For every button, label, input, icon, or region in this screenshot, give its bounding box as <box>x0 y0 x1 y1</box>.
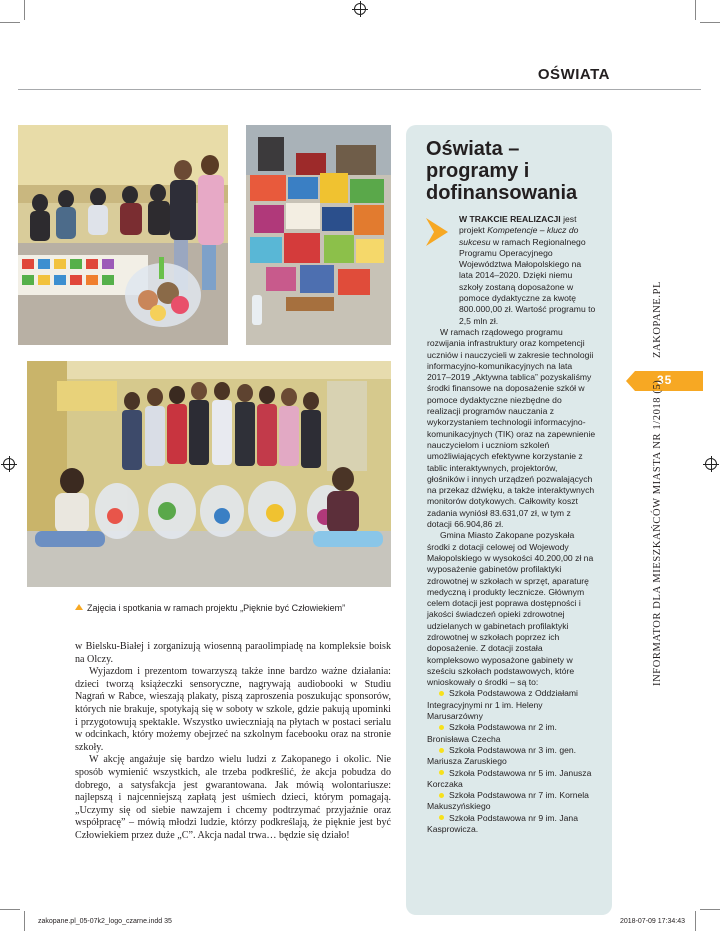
school-name: Szkoła Podstawowa nr 5 im. Janusza Korczaka <box>427 767 592 789</box>
crop-mark <box>24 911 25 931</box>
print-timestamp: 2018-07-09 17:34:43 <box>620 918 685 925</box>
page-number: 35 <box>657 373 673 387</box>
school-name: Szkoła Podstawowa nr 9 im. Jana Kasprowicza. <box>427 812 578 835</box>
school-name: Szkoła Podstawowa nr 7 im. Kornela Makuszyńskiego <box>427 790 589 812</box>
sidebar-paragraph: Gmina Miasto Zakopane pozyskała środki z dotacji celowej od Wojewody Małopolskiego w wysokości 40.200,00 zł na wyposażenie gabinetów profilaktyki zdrowotnej w szkołach w sprzęt, aparaturę medyczną i produkty lecznicze. Głównym celem dotacji jest poprawa dostępności i jakości świadczeń opieki zdrowotnej udzielanych w gabinetach profilaktyki zdrowotnej w szkołach poprzez ich doposażenie. Z dotacji została kompleksowo wyposażone gabinety w sześciu szkołach podstawowych, które wnioskowały o środki – są to: <box>427 530 594 688</box>
sidebar-title: Oświata – programy i dofinansowania <box>426 138 578 204</box>
school-list-item <box>427 688 597 722</box>
caption-triangle-icon <box>75 604 83 610</box>
photo-group-corridor <box>27 361 391 587</box>
registration-mark-icon <box>3 458 15 470</box>
crop-mark <box>0 909 20 910</box>
registration-mark-icon <box>354 3 366 15</box>
crop-mark <box>0 22 20 23</box>
site-name-vertical: ZAKOPANE.PL <box>652 280 663 358</box>
article-paragraph: w Bielsku-Białej i zorganizują wiosenną paraolimpiadę na kompleksie boisk na Olczy. <box>75 641 391 665</box>
page-number-tab <box>635 371 703 391</box>
school-list-item <box>427 790 597 813</box>
sidebar-paragraph: W ramach rządowego programu rozwijania infrastruktury oraz kompetencji uczniów i nauczycieli w zakresie technologii informacyjno-komunikacyjnych na lata 2017–2019 „Aktywna tablica” pozyskaliśmy środki finansowe na doposażenie szkół w pomoce dydaktyczne niezbędne do realizacji programów nauczania z wykorzystaniem technologii informacyjno-komunikacyjnych (TIK) oraz na zapewnienie nauczycielom i uczniom szkoleń umożliwiających efektywne korzystanie z tablic interaktywnych, projektorów, głośników i innych urządzeń pozwalających na przekaz dźwięku, a także interaktywnych monitorów dotykowych. Całkowity koszt zadania wyniósł 83.631,07 zł, w tym z dotacji 66.904,86 zł. <box>427 326 596 530</box>
article-body <box>75 641 391 843</box>
photo-children-gifts <box>18 125 228 345</box>
photo-toy-donations <box>246 125 391 345</box>
bullet-icon <box>439 725 444 730</box>
sidebar-lead-pre: jest projekt <box>459 214 577 236</box>
bullet-icon <box>439 815 444 820</box>
school-name: Szkoła Podstawowa nr 2 im. Bronisława Czecha <box>427 722 557 744</box>
magazine-title-vertical: INFORMATOR DLA MIESZKAŃCÓW MIASTA NR 1/2018 (5) <box>652 379 663 686</box>
article-paragraph: Wyjazdom i prezentom towarzyszą także inne bardzo ważne działania: dzieci tworzą książeczki sensoryczne, nagrywają audiobooki w Studiu Nagrań w Rabce, wieszają plakaty, piszą zaproszenia poszukując sponsorów, których nie brakuje, spotykają się w soboty w szkole, gdzie pakują upominki i przygotowują spektakle. Wszystko uwieczniają na płytach w postaci serialu w odcinkach, który możemy obejrzeć na szkolnym facebooku oraz na stronie szkoły. <box>75 666 391 753</box>
sidebar-lead-bold: W TRAKCIE REALIZACJI <box>459 214 561 224</box>
file-slug: zakopane.pl_05-07k2_logo_czarne.indd 35 <box>38 918 172 925</box>
school-list-item <box>427 813 597 836</box>
sidebar-lead-italic: Kompetencje – klucz do sukcesu <box>459 225 579 247</box>
sidebar-lead-rest: w ramach Regionalnego Programu Operacyjnego Województwa Małopolskiego na lata 2014–2020. Dzięki niemu szkoły zostaną doposażone w pomoce dydaktyczne za kwotę 800.000,00 zł. Wartość programu to 2,5 mln zł. <box>459 236 596 326</box>
sidebar-lead <box>427 214 597 327</box>
photo-caption <box>75 603 345 613</box>
caption-text: Zajęcia i spotkania w ramach projektu „Pięknie być Człowiekiem” <box>87 603 346 613</box>
school-name: Szkoła Podstawowa nr 3 im. gen. Mariusza Zaruskiego <box>427 744 577 767</box>
bullet-icon <box>439 770 444 775</box>
bullet-icon <box>439 793 444 798</box>
sidebar-text <box>427 214 597 835</box>
crop-mark <box>24 0 25 20</box>
crop-mark <box>695 0 696 20</box>
school-name: Szkoła Podstawowa z Oddziałami Integracyjnymi nr 1 im. Heleny Marusarzówny <box>427 688 578 722</box>
school-list-item <box>427 768 597 791</box>
header-rule <box>18 89 701 90</box>
article-paragraph: W akcję angażuje się bardzo wielu ludzi z Zakopanego i okolic. Nie sposób wymienić wszystkich, ale trzeba podkreślić, że akcja pobudza do dobrego, a satysfakcja jest gwarantowana. Jak mówią wolontariusze: najlepszą i najcenniejszą zapłatą jest uśmiech dzieci, którym pomagają. „Uczymy się od siebie nawzajem i chcemy podtrzymać przyjaźnie oraz współpracę” – mówią młodzi ludzie, którzy podkreślają, że pięknie jest być Człowiekiem przez duże „C”. Akcja nadal trwa… będzie się działo! <box>75 754 391 841</box>
registration-mark-icon <box>705 458 717 470</box>
section-title: OŚWIATA <box>537 66 610 83</box>
school-list-item <box>427 745 597 768</box>
crop-mark <box>700 22 720 23</box>
crop-mark <box>700 909 720 910</box>
bullet-icon <box>439 691 444 696</box>
school-list-item <box>427 722 597 745</box>
bullet-icon <box>439 748 444 753</box>
crop-mark <box>695 911 696 931</box>
